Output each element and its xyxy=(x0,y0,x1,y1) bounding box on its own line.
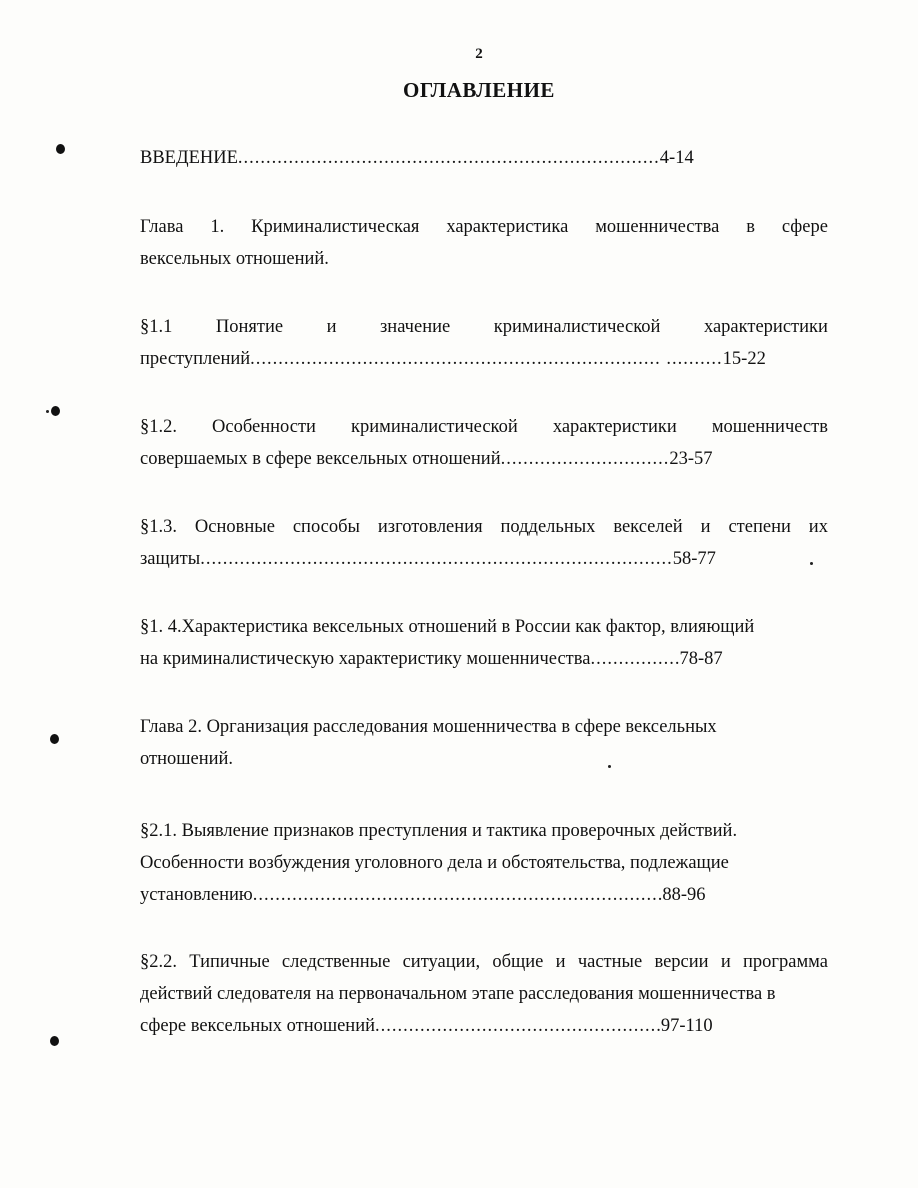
page-title: ОГЛАВЛЕНИЕ xyxy=(403,78,555,102)
word: и xyxy=(700,517,711,537)
page-range: .88-96 xyxy=(657,885,706,905)
word: §1.2. xyxy=(140,417,177,437)
word: общие xyxy=(492,952,544,972)
dot-leader: ........................................................................... xyxy=(237,148,660,168)
section-title-line xyxy=(140,411,828,443)
word: программа xyxy=(743,952,828,972)
toc-section-1-3[interactable] xyxy=(140,511,828,575)
section-title-end: преступлений xyxy=(140,349,251,369)
word: ситуации, xyxy=(402,952,481,972)
dot-leader: .................................................................................... xyxy=(200,549,673,569)
word: криминалистической xyxy=(493,317,661,337)
word: Понятие xyxy=(215,317,284,337)
word: 1. xyxy=(210,217,225,237)
page-number: 2 xyxy=(475,46,483,62)
word: характеристики xyxy=(703,317,828,337)
section-title-end: сфере вексельных отношений xyxy=(140,1016,376,1036)
word: мошенничеств xyxy=(711,417,828,437)
toc-section-1-2[interactable] xyxy=(140,411,828,475)
word: векселей xyxy=(613,517,683,537)
punch-mark xyxy=(56,144,65,154)
section-title-line: Особенности возбуждения уголовного дела и обстоятельства, подлежащие xyxy=(140,853,729,873)
word: характеристики xyxy=(552,417,677,437)
word: способы xyxy=(292,517,360,537)
page-range: 58-77 xyxy=(672,549,716,569)
word: и xyxy=(326,317,337,337)
word: Глава xyxy=(140,217,184,237)
toc-section-2-2[interactable] xyxy=(140,946,828,1042)
section-title-line: действий следователя на первоначальном этапе расследования мошенничества в xyxy=(140,984,776,1004)
word: сфере xyxy=(781,217,828,237)
page-range: .97-110 xyxy=(656,1016,713,1036)
word: и xyxy=(555,952,566,972)
word: §1.3. xyxy=(140,517,177,537)
punch-mark xyxy=(50,734,59,744)
toc-chapter-2[interactable] xyxy=(140,711,828,775)
section-title-line: §2.1. Выявление признаков преступления и тактика проверочных действий. xyxy=(140,821,738,841)
section-title-end: установлению xyxy=(140,885,253,905)
section-title-end: защиты xyxy=(140,549,201,569)
word: изготовления xyxy=(377,517,483,537)
word: характеристика xyxy=(446,217,569,237)
section-title-line xyxy=(140,311,828,343)
punch-mark xyxy=(50,1036,59,1046)
word: Типичные xyxy=(189,952,270,972)
page-range: 23-57 xyxy=(669,449,713,469)
speck xyxy=(46,410,49,413)
word: поддельных xyxy=(500,517,596,537)
word: значение xyxy=(380,317,451,337)
word: их xyxy=(808,517,828,537)
dot-leader: .................................................. xyxy=(375,1016,657,1036)
dot-leader: ............... xyxy=(590,649,675,669)
chapter-title-line: вексельных отношений. xyxy=(140,249,329,269)
section-title-end: совершаемых в сфере вексельных отношений xyxy=(140,449,501,469)
dot-leader: ........................................................................ xyxy=(252,885,658,905)
word: степени xyxy=(728,517,791,537)
word: в xyxy=(746,217,755,237)
toc-section-2-1[interactable] xyxy=(140,815,828,911)
word: версии xyxy=(654,952,709,972)
word: криминалистической xyxy=(351,417,518,437)
section-title-line: §1. 4.Характеристика вексельных отношений в России как фактор, влияющий xyxy=(140,617,755,637)
word: следственные xyxy=(281,952,391,972)
word: мошенничества xyxy=(595,217,720,237)
page-range: 15-22 xyxy=(722,349,766,369)
word: Особенности xyxy=(212,417,316,437)
chapter-title-line xyxy=(140,211,828,243)
word: Криминалистическая xyxy=(251,217,420,237)
dot-leader: ......................................................................... .......... xyxy=(250,349,723,369)
page-range: .78-87 xyxy=(674,649,723,669)
toc-entry-intro[interactable] xyxy=(140,142,758,174)
word: Основные xyxy=(194,517,275,537)
page-range: 4-14 xyxy=(659,148,694,168)
chapter-title-line: Глава 2. Организация расследования мошенничества в сфере вексельных xyxy=(140,717,717,737)
punch-mark xyxy=(51,406,60,416)
word: и xyxy=(720,952,731,972)
toc-section-1-4[interactable] xyxy=(140,611,828,675)
word: §1.1 xyxy=(140,317,173,337)
chapter-title-line: отношений. xyxy=(140,749,234,769)
word: §2.2. xyxy=(140,952,177,972)
section-title-end: на криминалистическую характеристику мошенничества xyxy=(140,649,591,669)
section-title-line xyxy=(140,946,828,978)
word: частные xyxy=(577,952,643,972)
toc-chapter-1[interactable] xyxy=(140,211,828,275)
entry-title: ВВЕДЕНИЕ xyxy=(140,148,238,168)
section-title-line xyxy=(140,511,828,543)
dot-leader: .............................. xyxy=(500,449,670,469)
toc-section-1-1[interactable] xyxy=(140,311,828,375)
